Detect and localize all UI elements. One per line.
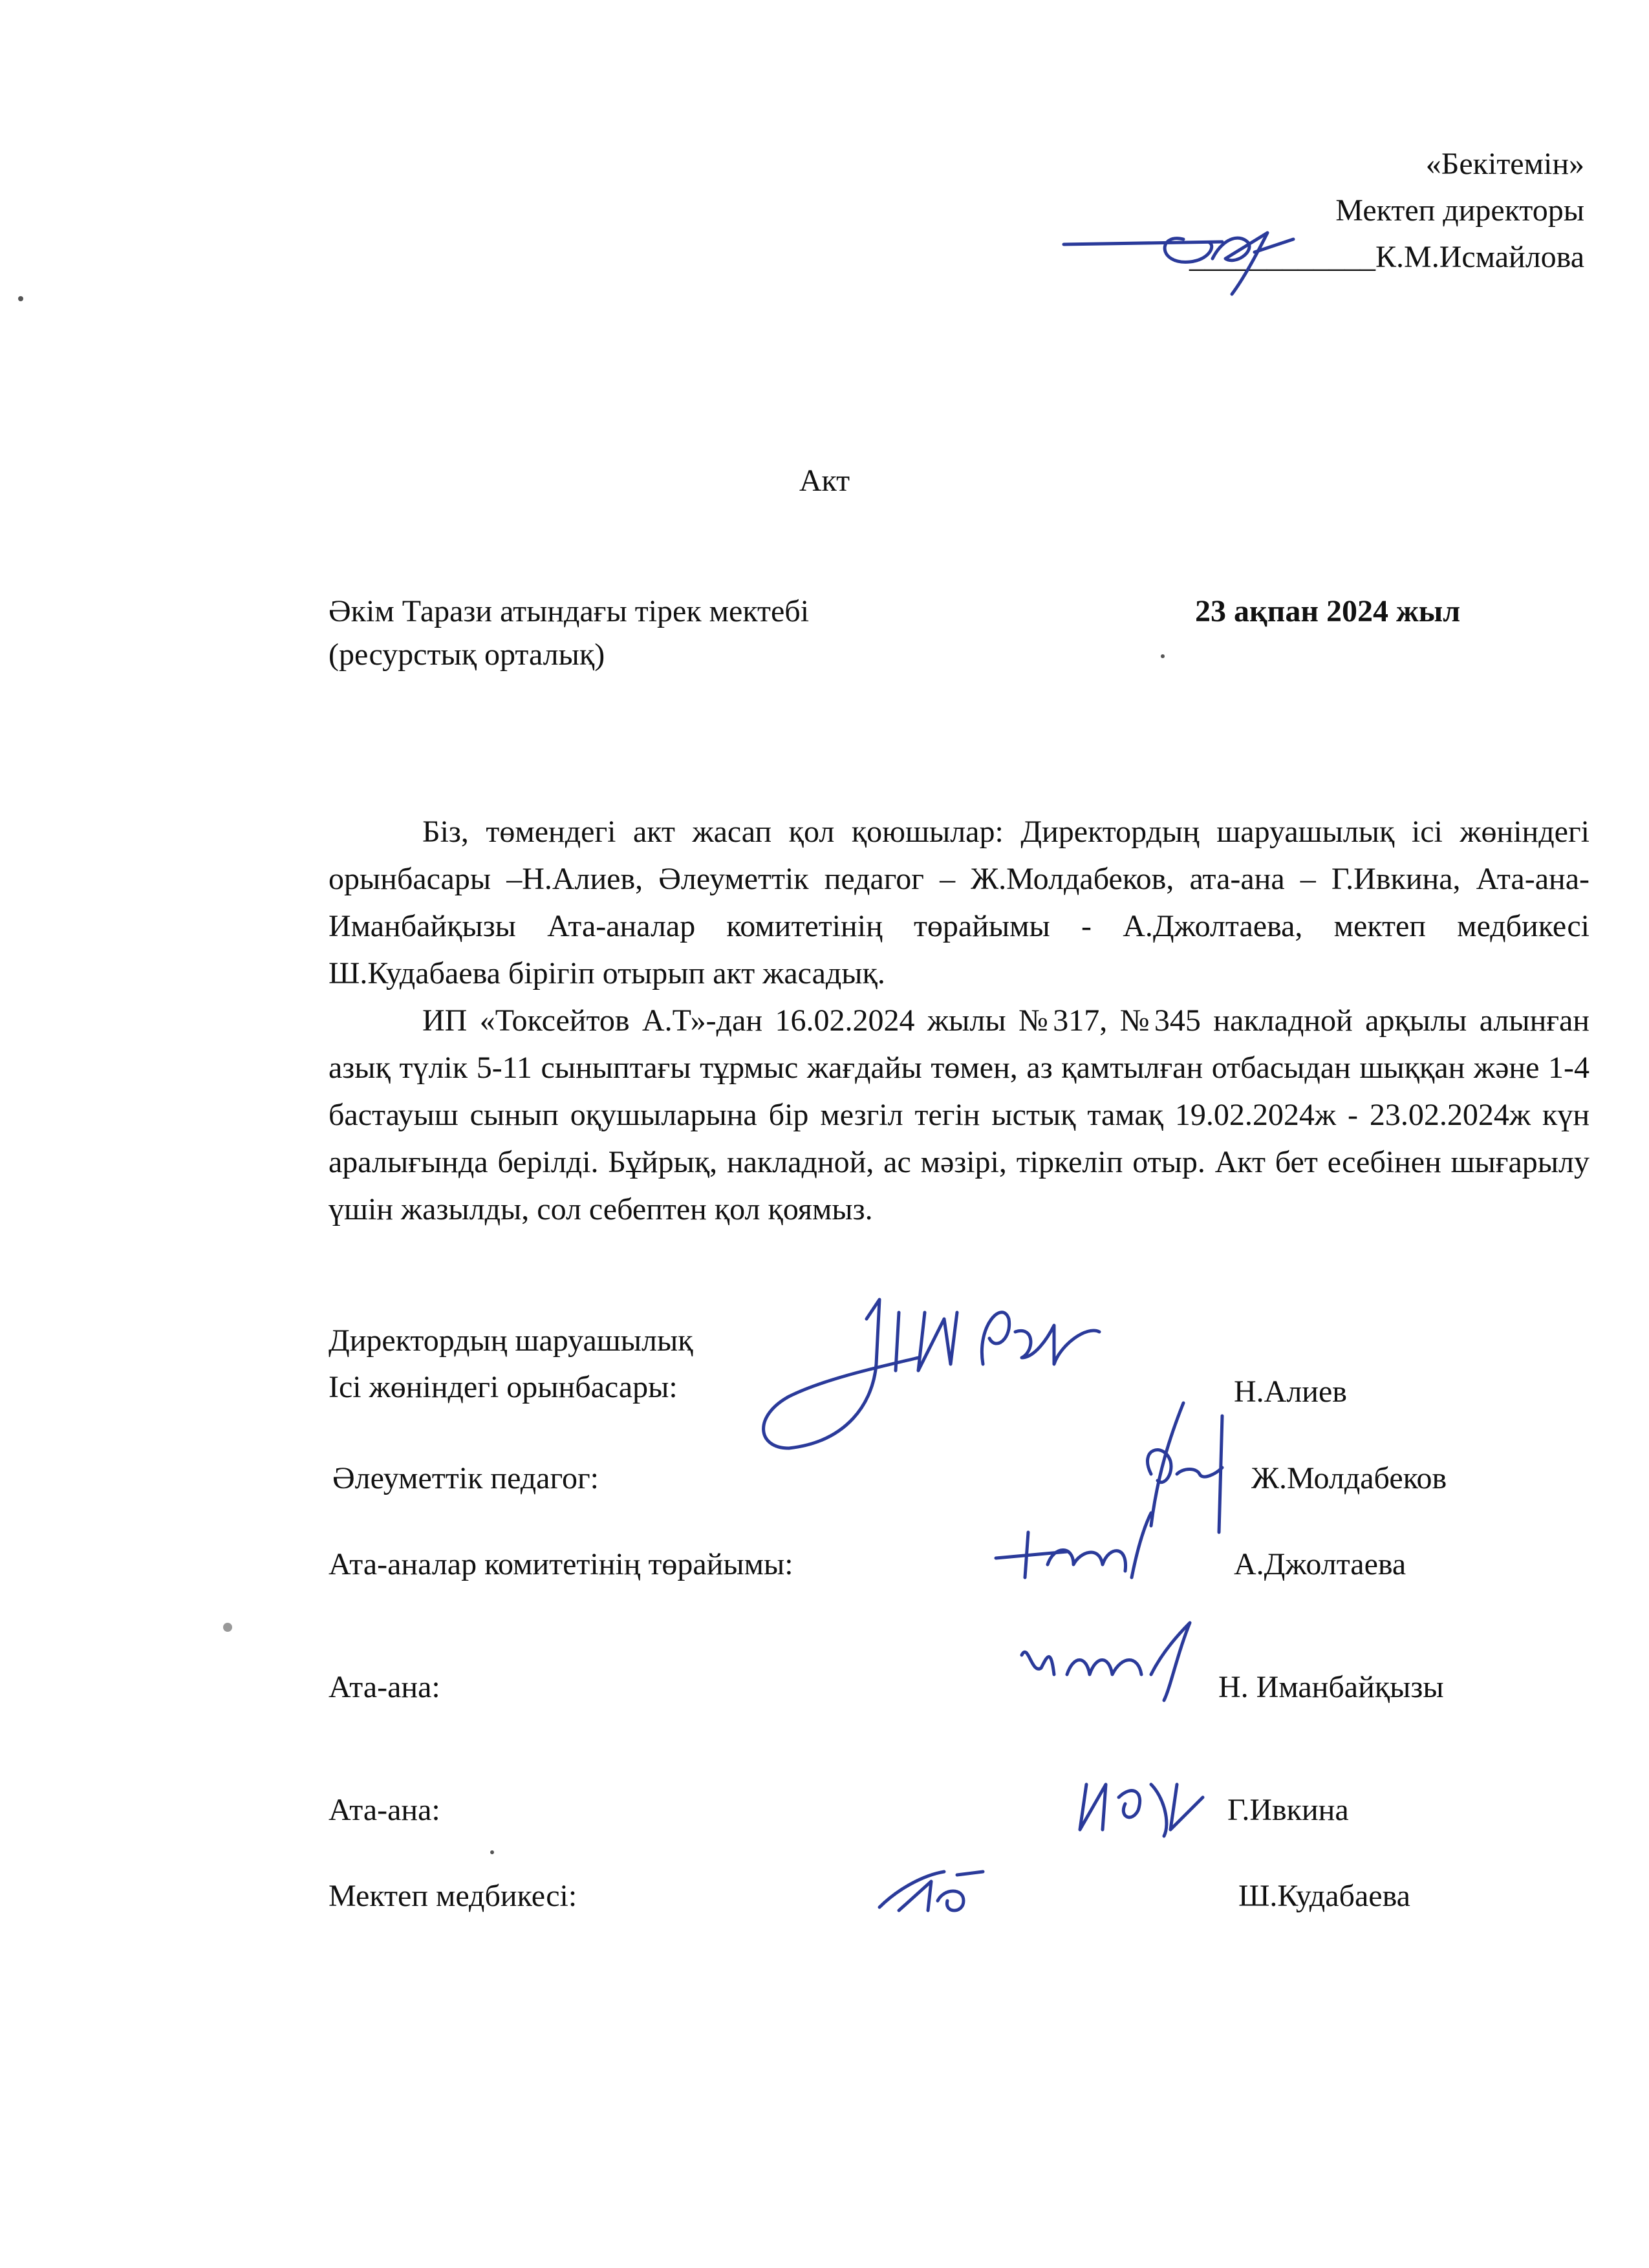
scan-speck bbox=[1161, 654, 1165, 658]
signatory-role: Ата-аналар комитетінің төрайымы: bbox=[329, 1547, 793, 1581]
document-title: Акт bbox=[799, 464, 850, 498]
body-paragraph-2: ИП «Токсейтов А.Т»-дан 16.02.2024 жылы №317, №345 накладной арқылы алынған азық түлік 5-11 сыныптағы тұрмыс жағдайы төмен, аз қамтылған отбасыдан шыққан және 1-4 бастауыш сынып оқушыларына бір мезгіл тегін ыстық тамақ 19.02.2024ж - 23.02.2024ж күн аралығында берілді. Бұйрық, накладной, ас мәзірі, тіркеліп отыр. Акт бет есебінен шығарылу үшін жазылды, сол себептен қол қоямыз. bbox=[329, 1003, 1590, 1226]
signatory-name: А.Джолтаева bbox=[1234, 1547, 1406, 1581]
signatory-name: Н. Иманбайқызы bbox=[1218, 1670, 1444, 1704]
signature-imanbaikyzy bbox=[1015, 1616, 1203, 1707]
approval-stamp: «Бекітемін» bbox=[1425, 147, 1584, 181]
signatory-name: Г.Ивкина bbox=[1227, 1793, 1349, 1827]
signatory-name: Ж.Молдабеков bbox=[1251, 1461, 1447, 1495]
signatory-name: Ш.Кудабаева bbox=[1238, 1879, 1410, 1913]
signature-kudabaeva bbox=[873, 1862, 989, 1920]
signatory-role: Ісі жөніндегі орынбасары: bbox=[329, 1370, 678, 1404]
approval-signature-line: ____________К.М.Исмайлова bbox=[1189, 240, 1584, 274]
director-signature bbox=[1061, 213, 1332, 304]
school-name-line2: (ресурстық орталық) bbox=[329, 637, 605, 672]
body-paragraph-1: Біз, төмендегі акт жасап қол қоюшылар: Директордың шаруашылық ісі жөніндегі орынбасары –Н.Алиев, Әлеуметтік педагог – Ж.Молдабеков, ата-ана – Г.Ивкина, Ата-ана- Иманбайқызы Ата-аналар комитетінің төрайымы - А.Джолтаева, мектеп медбикесі Ш.Кудабаева бірігіп отырып акт жасадық. bbox=[329, 815, 1590, 990]
signatory-role: Әлеуметтік педагог: bbox=[332, 1461, 599, 1495]
scan-speck bbox=[490, 1850, 494, 1854]
signature-aliev bbox=[750, 1287, 1112, 1461]
signatory-role: Ата-ана: bbox=[329, 1670, 440, 1704]
signature-joltaeva bbox=[989, 1506, 1164, 1597]
signature-ivkina bbox=[1073, 1759, 1216, 1843]
signatory-name: Н.Алиев bbox=[1234, 1375, 1347, 1409]
scan-speck bbox=[223, 1623, 232, 1632]
school-name-line1: Әкім Тарази атындағы тірек мектебі bbox=[329, 594, 810, 628]
approval-position: Мектеп директоры bbox=[1335, 193, 1584, 228]
signatory-role: Директордың шаруашылық bbox=[329, 1323, 693, 1358]
signatory-role: Мектеп медбикесі: bbox=[329, 1879, 577, 1913]
document-date: 23 ақпан 2024 жыл bbox=[1195, 594, 1461, 628]
signatory-role: Ата-ана: bbox=[329, 1793, 440, 1827]
scan-speck bbox=[18, 296, 23, 301]
